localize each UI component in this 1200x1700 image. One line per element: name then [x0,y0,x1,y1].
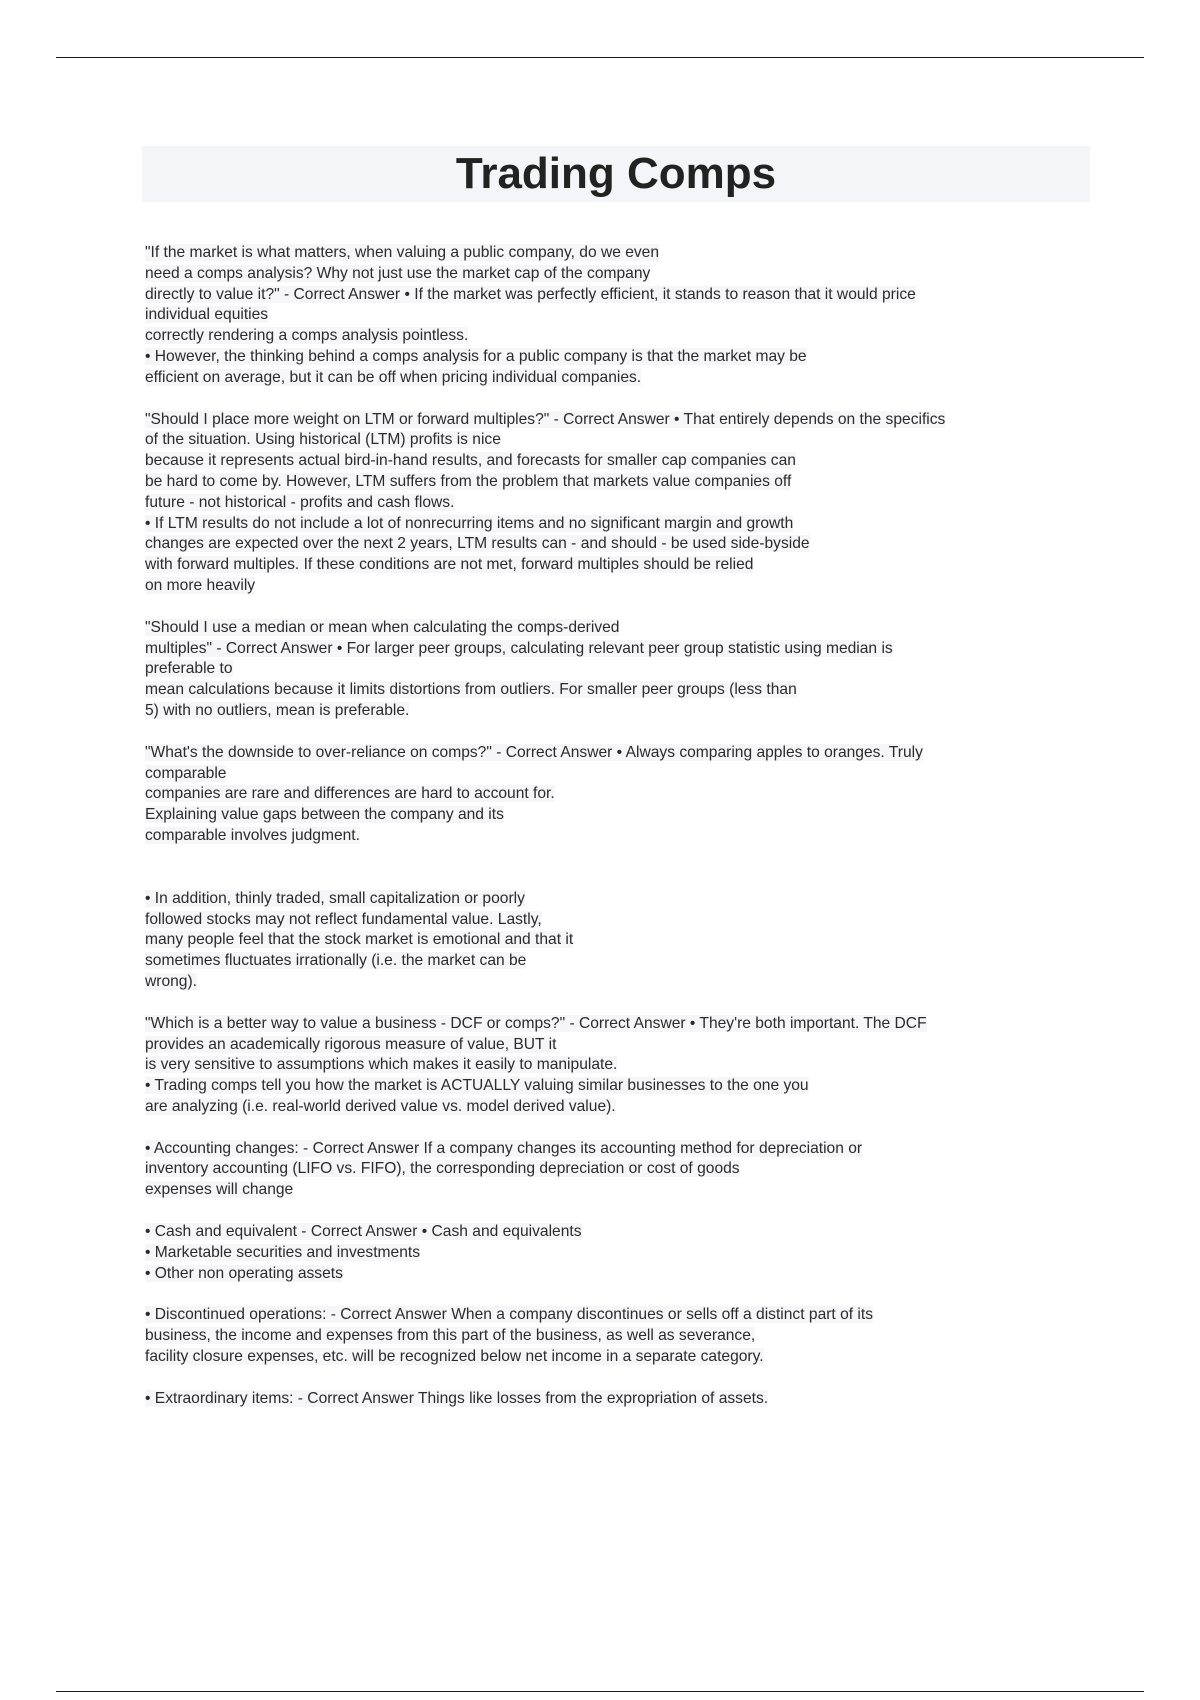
text-line: is very sensitive to assumptions which makes it easily to manipulate. [145,1056,618,1074]
text-line: correctly rendering a comps analysis pointless. [145,327,469,345]
text-line: need a comps analysis? Why not just use the market cap of the company [145,264,651,282]
text-line: inventory accounting (LIFO vs. FIFO), the corresponding depreciation or cost of goods [145,1160,740,1178]
text-line: followed stocks may not reflect fundamental value. Lastly, [145,910,542,928]
text-line: "Should I use a median or mean when calculating the comps-derived [145,618,620,636]
text-line: • If LTM results do not include a lot of nonrecurring items and no significant margin and growth [145,514,794,532]
top-rule [56,57,1144,58]
qa-block-accounting-changes [145,1139,1085,1201]
text-line: mean calculations because it limits distortions from outliers. For smaller peer groups (less than [145,681,797,699]
text-line: comparable involves judgment. [145,826,360,844]
text-line: preferable to [145,660,233,678]
text-line: be hard to come by. However, LTM suffers from the problem that markets value companies off [145,472,792,490]
text-line: wrong). [145,972,197,990]
bottom-rule [56,1691,1144,1692]
qa-block-extraordinary-items [145,1389,1085,1410]
text-line: expenses will change [145,1181,294,1199]
qa-block-dcf-vs-comps [145,1014,1085,1118]
text-line: "Should I place more weight on LTM or forward multiples?" - Correct Answer • That entirely depends on the specifics [145,410,946,428]
text-line: • Extraordinary items: - Correct Answer Things like losses from the expropriation of assets. [145,1389,769,1407]
text-line: business, the income and expenses from this part of the business, as well as severance, [145,1327,756,1345]
text-line: individual equities [145,306,269,324]
qa-block-ltm-vs-forward [145,410,1085,597]
text-line: many people feel that the stock market is emotional and that it [145,931,574,949]
text-line: facility closure expenses, etc. will be recognized below net income in a separate category. [145,1348,764,1366]
qa-block-discontinued-operations [145,1305,1085,1367]
text-line: future - not historical - profits and cash flows. [145,493,455,511]
text-line: with forward multiples. If these conditions are not met, forward multiples should be relied [145,556,754,574]
text-line: because it represents actual bird-in-hand results, and forecasts for smaller cap companies can [145,452,796,470]
qa-block-cash-equivalents [145,1222,1085,1284]
document-body [145,243,1085,1431]
qa-block-comps-downside [145,743,1085,847]
text-line: on more heavily [145,576,256,594]
text-line: • However, the thinking behind a comps analysis for a public company is that the market may be [145,347,807,365]
qa-block-thinly-traded [145,889,1085,993]
qa-block-market-efficiency [145,243,1085,389]
text-line: 5) with no outliers, mean is preferable. [145,701,410,719]
text-line: • In addition, thinly traded, small capitalization or poorly [145,889,525,907]
text-line: directly to value it?" - Correct Answer • If the market was perfectly efficient, it stands to reason that it would price [145,285,916,303]
page-title: Trading Comps [455,149,777,198]
text-line: are analyzing (i.e. real-world derived value vs. model derived value). [145,1097,616,1115]
text-line: • Other non operating assets [145,1264,343,1282]
text-line: • Marketable securities and investments [145,1243,421,1261]
text-line: comparable [145,764,227,782]
text-line: "If the market is what matters, when valuing a public company, do we even [145,244,660,261]
text-line: • Accounting changes: - Correct Answer If a company changes its accounting method for depreciation or [145,1139,863,1157]
text-line: • Trading comps tell you how the market is ACTUALLY valuing similar businesses to the one you [145,1077,809,1095]
text-line: companies are rare and differences are hard to account for. [145,785,555,803]
text-line: provides an academically rigorous measure of value, BUT it [145,1035,557,1053]
text-line: of the situation. Using historical (LTM) profits is nice [145,431,501,449]
text-line: • Cash and equivalent - Correct Answer • Cash and equivalents [145,1223,582,1241]
text-line: sometimes fluctuates irrationally (i.e. the market can be [145,952,527,970]
text-line: • Discontinued operations: - Correct Answer When a company discontinues or sells off a distinct part of its [145,1306,874,1324]
text-line: efficient on average, but it can be off when pricing individual companies. [145,368,642,386]
text-line: changes are expected over the next 2 years, LTM results can - and should - be used side-byside [145,535,810,553]
text-line: "What's the downside to over-reliance on comps?" - Correct Answer • Always comparing apples to oranges. Truly [145,743,923,761]
text-line: multiples" - Correct Answer • For larger peer groups, calculating relevant peer group statistic using median is [145,639,893,657]
text-line: Explaining value gaps between the company and its [145,806,504,824]
qa-block-median-vs-mean [145,618,1085,722]
text-line: "Which is a better way to value a business - DCF or comps?" - Correct Answer • They're both important. The DCF [145,1014,927,1032]
